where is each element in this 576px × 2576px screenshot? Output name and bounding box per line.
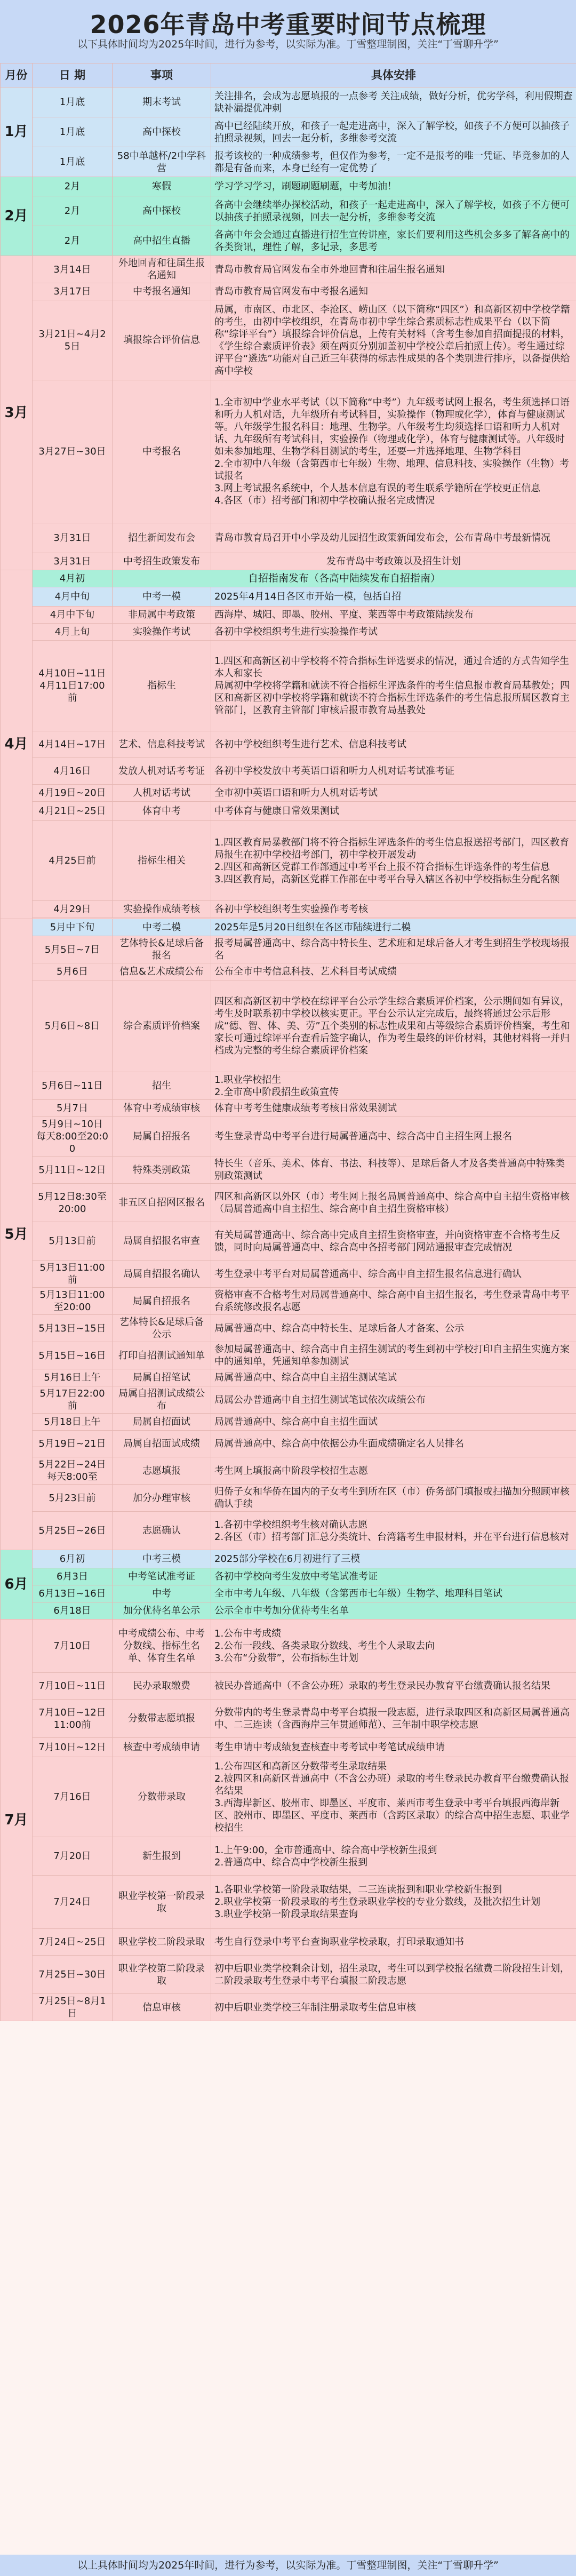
- detail-cell: 归侨子女和华侨在国内的子女考生到所在区（市）侨务部门填报或扫描加分照顾审核确认手续: [211, 1485, 576, 1512]
- date-cell: 7月25日~8月1日: [33, 1994, 113, 2021]
- date-cell: 4月29日: [33, 901, 113, 918]
- title-banner: [0, 0, 576, 63]
- event-cell: 分数带志愿填报: [113, 1700, 211, 1738]
- table-row: [1, 919, 576, 936]
- detail-cell: 青岛市教育局召开中小学及幼儿园招生政策新闻发布会，公布青岛中考最新情况: [211, 523, 576, 553]
- event-cell: 非五区自招网区报名: [113, 1184, 211, 1222]
- table-row: [1, 1620, 576, 1673]
- event-cell: 招生: [113, 1072, 211, 1100]
- detail-cell: 发布青岛中考政策以及招生计划: [211, 553, 576, 570]
- event-cell: 信息&艺术成绩公布: [113, 963, 211, 980]
- table-row: [1, 936, 576, 963]
- date-cell: 3月14日: [33, 256, 113, 283]
- date-cell: 7月24日: [33, 1876, 113, 1929]
- event-cell: 志愿确认: [113, 1512, 211, 1550]
- table-row: [1, 785, 576, 802]
- month-cell: 6月: [1, 1550, 33, 1620]
- date-cell: 7月16日: [33, 1757, 113, 1837]
- table-row: [1, 196, 576, 226]
- event-cell: 艺体特长&足球后备公示: [113, 1315, 211, 1342]
- date-cell: 5月9日~10日 每天8:00至20:00: [33, 1117, 113, 1157]
- event-cell: 外地回青和往届生报名通知: [113, 256, 211, 283]
- date-cell: 4月中旬: [33, 587, 113, 607]
- event-cell: 发放人机对话考考证: [113, 758, 211, 785]
- table-row: [1, 1157, 576, 1184]
- table-row: [1, 1386, 576, 1414]
- event-cell: 志愿填报: [113, 1457, 211, 1485]
- table-row: [1, 731, 576, 758]
- event-cell: 指标生相关: [113, 821, 211, 901]
- table-row: [1, 553, 576, 570]
- event-cell: 高中招生直播: [113, 226, 211, 256]
- date-cell: 6月13日~16日: [33, 1585, 113, 1602]
- month-cell: 2月: [1, 177, 33, 256]
- table-row: [1, 1457, 576, 1485]
- table-row: [1, 87, 576, 117]
- event-cell: 中考: [113, 1585, 211, 1602]
- detail-cell: 考生登录中考平台对局属普通高中、综合高中自主招生报名信息进行确认: [211, 1261, 576, 1288]
- event-cell: 非局属中考政策: [113, 607, 211, 624]
- date-cell: 2月: [33, 177, 113, 196]
- date-cell: 2月: [33, 196, 113, 226]
- event-cell: 打印自招测试通知单: [113, 1342, 211, 1369]
- event-cell: 中考三模: [113, 1550, 211, 1568]
- date-cell: 5月7日: [33, 1100, 113, 1117]
- detail-cell: 四区和高新区初中学校在综评平台公示学生综合素质评价档案，公示期间如有异议，考生及时联系初中学校以核实更正。平台公示认定完成后，最终将通过公示后形成“德、智、体、美、劳”五个类别的标志性成果和占等级综合素质评价档案，考生和家长可通过综评平台查看后签字确认，作为考生最终的评价材料，其他材料将一并归档成为完整的考生综合素质评价档案: [211, 980, 576, 1072]
- detail-cell: 2025年是5月20日组织在各区市陆续进行二模: [211, 919, 576, 936]
- event-cell: 特殊类别政策: [113, 1157, 211, 1184]
- table-row: [1, 1876, 576, 1929]
- detail-cell: 1.职业学校招生 2.全市高中阶段招生政策宣传: [211, 1072, 576, 1100]
- detail-cell: 1.全市初中学业水平考试（以下简称“中考”）九年级考试网上报名，考生须选择口语和听力人机对话，九年级所有考试科目，实验操作（物理或化学），体育与健康测试等。八年级学生报名科目：地理、生物学。八年级考生均须选择口语和听力人机对话、九年级所有考试科目，实验操作（物理或化学），体育与健康测试等。八年级时如未参加地理、生物学科目测试的考生，还要一并选择地理、生物学科目 2.全市初中八年级（含第西市七年级）生物、地理、信息科技、实验操作（生物）考试报名 3.网上考试报名系统中，个人基本信息有误的考生联系学籍所在学校更正信息 4.各区（市）招考部门和初中学校确认报名完成情况: [211, 380, 576, 523]
- col-header-month: 月份: [1, 63, 33, 87]
- date-cell: 4月上旬: [33, 624, 113, 641]
- date-cell: 4月10日~11日 4月11日17:00前: [33, 641, 113, 731]
- table-row: [1, 1512, 576, 1550]
- table-row: [1, 1342, 576, 1369]
- table-row: [1, 523, 576, 553]
- detail-cell: 1.公布四区和高新区分数带考生录取结果 2.被四区和高新区普通高中（不含公办班）录取的考生登录民办教育平台缴费确认报名结果 3.西海岸新区、胶州市、即墨区、平度市、莱西市考生登录中考平台填报西海岸新区、胶州市、即墨区、平度市、莱西市（含跨区录取）的综合高中招生志愿、职业学校招生: [211, 1757, 576, 1837]
- event-cell: 新生报到: [113, 1837, 211, 1876]
- table-row: [1, 901, 576, 918]
- footer-note: 以上具体时间均为2025年时间，进行为参考，以实际为准。丁雪整理制图，关注“丁雪聊升学”: [0, 2555, 576, 2576]
- detail-cell: 各高中会继续举办探校活动，和孩子一起走进高中，深入了解学校，如孩子不方便可以抽孩子拍照录视频，回去一起分析，多维参考交流: [211, 196, 576, 226]
- date-cell: 4月25日前: [33, 821, 113, 901]
- detail-cell: 全市初中英语口语和听力人机对话考试: [211, 785, 576, 802]
- date-cell: 1月底: [33, 117, 113, 147]
- event-cell: 高中探校: [113, 117, 211, 147]
- table-row: [1, 1184, 576, 1222]
- date-cell: 7月24日~25日: [33, 1929, 113, 1956]
- table-row: [1, 1117, 576, 1157]
- table-row: [1, 1568, 576, 1585]
- date-cell: 2月: [33, 226, 113, 256]
- date-cell: 5月23日前: [33, 1485, 113, 1512]
- detail-cell: 体育中考考生健康成绩考考核日常效果测试: [211, 1100, 576, 1117]
- table-row: [1, 1288, 576, 1315]
- month-cell: 3月: [1, 256, 33, 570]
- detail-cell: 四区和高新区以外区（市）考生网上报名局属普通高中、综合高中自主招生资格审核（局属普通高中自主招生、综合高中自主招生资格审核）: [211, 1184, 576, 1222]
- detail-cell: 参加局属普通高中、综合高中自主招生测试的考生到初中学校打印自主招生实施方案中的通知单，凭通知单参加测试: [211, 1342, 576, 1369]
- detail-cell: 资格审查不合格考生对局属普通高中、综合高中自主招生报名，考生登录青岛中考平台系统修改报名志愿: [211, 1288, 576, 1315]
- table-row: [1, 1261, 576, 1288]
- month-cell: 5月: [1, 919, 33, 1550]
- event-cell: 局属自招报名确认: [113, 1261, 211, 1288]
- date-cell: 4月中下旬: [33, 607, 113, 624]
- table-row: [1, 380, 576, 523]
- table-row: [1, 758, 576, 785]
- date-cell: 5月6日: [33, 963, 113, 980]
- event-cell: 信息审核: [113, 1994, 211, 2021]
- detail-cell: 报考局属普通高中、综合高中特长生、艺术班和足球后备人才考生到招生学校现场报名: [211, 936, 576, 963]
- detail-cell: 1.各初中学校组织考生核对确认志愿 2.各区（市）招考部门汇总分类统计、台湾籍考生申报材料，并在平台进行信息核对: [211, 1512, 576, 1550]
- detail-cell: 局属普通高中、综合高中自主招生测试笔试: [211, 1369, 576, 1386]
- event-cell: 中考笔试准考证: [113, 1568, 211, 1585]
- event-cell: 艺体特长&足球后备报名: [113, 936, 211, 963]
- detail-cell: 高中已经陆续开放，和孩子一起走进高中，深入了解学校，如孩子不方便可以抽孩子拍照录视频，回去一起分析，多维参考交流: [211, 117, 576, 147]
- table-row: [1, 587, 576, 607]
- table-row: [1, 1485, 576, 1512]
- table-row: [1, 802, 576, 821]
- table-row: [1, 1757, 576, 1837]
- table-row: [1, 1414, 576, 1431]
- table-row: [1, 300, 576, 380]
- detail-cell: 局属普通高中、综合高中特长生、足球后备人才备案、公示: [211, 1315, 576, 1342]
- event-cell: 填报综合评价信息: [113, 300, 211, 380]
- event-cell: 局属自招报名: [113, 1288, 211, 1315]
- table-row: [1, 256, 576, 283]
- date-cell: 5月6日~8日: [33, 980, 113, 1072]
- date-cell: 5月11日~12日: [33, 1157, 113, 1184]
- date-cell: 4月初: [33, 570, 113, 587]
- event-cell: 职业学校第一阶段录取: [113, 1876, 211, 1929]
- date-cell: 4月19日~20日: [33, 785, 113, 802]
- page-title: 2026年青岛中考重要时间节点梳理: [90, 10, 486, 39]
- detail-cell: 自招指南发布（各高中陆续发布自招指南）: [113, 570, 576, 587]
- event-cell: 局属自招报名: [113, 1117, 211, 1157]
- table-row: [1, 624, 576, 641]
- event-cell: 中考报名: [113, 380, 211, 523]
- detail-cell: 公示全市中考加分优待考生名单: [211, 1602, 576, 1620]
- month-cell: 1月: [1, 87, 33, 177]
- event-cell: 中考二模: [113, 919, 211, 936]
- detail-cell: 各初中学校组织考生进行实验操作考试: [211, 624, 576, 641]
- date-cell: 7月10日~12日 11:00前: [33, 1700, 113, 1738]
- table-row: [1, 1100, 576, 1117]
- detail-cell: 考生登录青岛中考平台进行局属普通高中、综合高中自主招生网上报名: [211, 1117, 576, 1157]
- table-row: [1, 607, 576, 624]
- date-cell: 7月20日: [33, 1837, 113, 1876]
- date-cell: 5月16日上午: [33, 1369, 113, 1386]
- detail-cell: 2025年4月14日各区市开始一模，包括自招: [211, 587, 576, 607]
- col-header-date: 日 期: [33, 63, 113, 87]
- detail-cell: 西海岸、城阳、即墨、胶州、平度、莱西等中考政策陆续发布: [211, 607, 576, 624]
- event-cell: 高中探校: [113, 196, 211, 226]
- detail-cell: 关注排名，会成为志愿填报的一点参考 关注成绩，做好分析，优劣学科，利用假期查缺补漏提优冲刺: [211, 87, 576, 117]
- table-row: [1, 963, 576, 980]
- event-cell: 期末考试: [113, 87, 211, 117]
- date-cell: 1月底: [33, 87, 113, 117]
- detail-cell: 分数带内的考生登录青岛中考平台填报一段志愿，进行录取四区和高新区局属普通高中、二三连读（含西海岸三年贯通师范）、三年制中职学校志愿: [211, 1700, 576, 1738]
- date-cell: 6月3日: [33, 1568, 113, 1585]
- date-cell: 3月31日: [33, 523, 113, 553]
- detail-cell: 考生自行登录中考平台查询职业学校录取，打印录取通知书: [211, 1929, 576, 1956]
- date-cell: 5月22日~24日 每天8:00至: [33, 1457, 113, 1485]
- table-row: [1, 1431, 576, 1457]
- table-row: [1, 147, 576, 177]
- event-cell: 局属自招面试成绩: [113, 1431, 211, 1457]
- date-cell: 5月25日~26日: [33, 1512, 113, 1550]
- detail-cell: 特长生（音乐、美术、体育、书法、科技等）、足球后备人才及各类普通高中特殊类别政策测试: [211, 1157, 576, 1184]
- date-cell: 3月21日~4月25日: [33, 300, 113, 380]
- event-cell: 体育中考: [113, 802, 211, 821]
- event-cell: 核查中考成绩申请: [113, 1738, 211, 1757]
- event-cell: 加分办理审核: [113, 1485, 211, 1512]
- page-subtitle: 以下具体时间均为2025年时间，进行为参考，以实际为准。丁雪整理制图，关注“丁雪聊升学”: [77, 38, 499, 50]
- detail-cell: 各初中学校组织考生进行艺术、信息科技考试: [211, 731, 576, 758]
- date-cell: 5月5日~7日: [33, 936, 113, 963]
- table-row: [1, 980, 576, 1072]
- date-cell: 5月13日~15日: [33, 1315, 113, 1342]
- table-row: [1, 1602, 576, 1620]
- col-header-event: 事项: [113, 63, 211, 87]
- event-cell: 中考招生政策发布: [113, 553, 211, 570]
- detail-cell: 被民办普通高中（不含公办班）录取的考生登录民办教育平台缴费确认报名结果: [211, 1673, 576, 1700]
- date-cell: 3月31日: [33, 553, 113, 570]
- detail-cell: 考生网上填报高中阶段学校招生志愿: [211, 1457, 576, 1485]
- event-cell: 艺术、信息科技考试: [113, 731, 211, 758]
- event-cell: 人机对话考试: [113, 785, 211, 802]
- date-cell: 5月15日~16日: [33, 1342, 113, 1369]
- detail-cell: 报考该校的一种成绩参考，但仅作为参考，一定不是报考的唯一凭证、毕竟参加的人都是有备而来，本身已经有一定优势了: [211, 147, 576, 177]
- detail-cell: 青岛市教育局官网发布全市外地回青和往届生报名通知: [211, 256, 576, 283]
- event-cell: 职业学校二阶段录取: [113, 1929, 211, 1956]
- detail-cell: 考生申请中考成绩复查核查中考考试中考笔试成绩申请: [211, 1738, 576, 1757]
- date-cell: 1月底: [33, 147, 113, 177]
- date-cell: 4月21日~25日: [33, 802, 113, 821]
- table-row: [1, 1222, 576, 1261]
- event-cell: 中考成绩公布、中考分数线、指标生名单、体育生名单: [113, 1620, 211, 1673]
- date-cell: 7月25日~30日: [33, 1956, 113, 1994]
- event-cell: 招生新闻发布会: [113, 523, 211, 553]
- timeline-table: [0, 63, 576, 2021]
- table-row: [1, 1369, 576, 1386]
- table-row: [1, 1956, 576, 1994]
- table-row: [1, 641, 576, 731]
- event-cell: 局属自招测试成绩公布: [113, 1386, 211, 1414]
- date-cell: 7月10日~11日: [33, 1673, 113, 1700]
- date-cell: 5月13日11:00前: [33, 1261, 113, 1288]
- detail-cell: 各初中学校发放中考英语口语和听力人机对话考试准考证: [211, 758, 576, 785]
- table-row: [1, 226, 576, 256]
- detail-cell: 各高中年会会通过直播进行招生宣传讲座，家长们要利用这些机会多多了解各高中的各类资讯，理性了解，多记录，多思考: [211, 226, 576, 256]
- event-cell: 实验操作成绩考核: [113, 901, 211, 918]
- event-cell: 民办录取缴费: [113, 1673, 211, 1700]
- table-row: [1, 117, 576, 147]
- event-cell: 实验操作考试: [113, 624, 211, 641]
- detail-cell: 学习学习学习，刷题刷题刷题，中考加油！: [211, 177, 576, 196]
- table-row: [1, 1929, 576, 1956]
- table-row: [1, 1673, 576, 1700]
- table-row: [1, 570, 576, 587]
- month-cell: 4月: [1, 570, 33, 919]
- table-row: [1, 1315, 576, 1342]
- detail-cell: 初中后职业类学校剩余计划，招生录取，考生可以到学校报名缴费二阶段招生计划，二阶段录取考生登录中考平台填报二阶段志愿: [211, 1956, 576, 1994]
- date-cell: 5月19日~21日: [33, 1431, 113, 1457]
- event-cell: 加分优待名单公示: [113, 1602, 211, 1620]
- date-cell: 6月初: [33, 1550, 113, 1568]
- date-cell: 6月18日: [33, 1602, 113, 1620]
- detail-cell: 1.四区教育局暴教部门将不符合指标生评选条件的考生信息报送招考部门，四区教育局报生在初中学校招考部门，初中学校开展发动 2.四区和高新区党群工作部通过中考平台上报不符合指标生评选条件的考生信息 3.四区教育局，高新区党群工作部在中考平台导入辖区各初中学校指标生分配名额: [211, 821, 576, 901]
- date-cell: 5月13日前: [33, 1222, 113, 1261]
- event-cell: 综合素质评价档案: [113, 980, 211, 1072]
- date-cell: 5月17日22:00前: [33, 1386, 113, 1414]
- detail-cell: 局属普通高中、综合高中依据公办生面成绩确定名人员排名: [211, 1431, 576, 1457]
- detail-cell: 有关局属普通高中、综合高中完成自主招生资格审查，并向资格审查不合格考生反馈，同时向局属普通高中、综合高中各招考部门网站通报审查完成情况: [211, 1222, 576, 1261]
- event-cell: 寒假: [113, 177, 211, 196]
- date-cell: 4月16日: [33, 758, 113, 785]
- event-cell: 体育中考成绩审核: [113, 1100, 211, 1117]
- date-cell: 3月27日~30日: [33, 380, 113, 523]
- detail-cell: 全市中考九年级、八年级（含第西市七年级）生物学、地理科目笔试: [211, 1585, 576, 1602]
- event-cell: 中考一模: [113, 587, 211, 607]
- table-row: [1, 1738, 576, 1757]
- event-cell: 分数带录取: [113, 1757, 211, 1837]
- detail-cell: 公布全市中考信息科技、艺术科目考试成绩: [211, 963, 576, 980]
- event-cell: 中考报名通知: [113, 283, 211, 300]
- detail-cell: 局属普通高中、综合高中自主招生面试: [211, 1414, 576, 1431]
- month-cell: 7月: [1, 1620, 33, 2021]
- detail-cell: 初中后职业类学校三年制注册录取考生信息审核: [211, 1994, 576, 2021]
- date-cell: 7月10日~12日: [33, 1738, 113, 1757]
- detail-cell: 1.各职业学校第一阶段录取结果，二三连读报到和职业学校新生报到 2.职业学校第一阶段录取的考生登录职业学校的专业分数线，及批次招生计划 3.职业学校第一阶段录取结果查询: [211, 1876, 576, 1929]
- detail-cell: 青岛市教育局官网发布中考报名通知: [211, 283, 576, 300]
- table-row: [1, 1072, 576, 1100]
- date-cell: 5月12日8:30至20:00: [33, 1184, 113, 1222]
- date-cell: 5月中下旬: [33, 919, 113, 936]
- event-cell: 局属自招报名审查: [113, 1222, 211, 1261]
- table-row: [1, 1550, 576, 1568]
- table-row: [1, 821, 576, 901]
- event-cell: 职业学校第二阶段录取: [113, 1956, 211, 1994]
- table-row: [1, 177, 576, 196]
- event-cell: 局属自招面试: [113, 1414, 211, 1431]
- date-cell: 7月10日: [33, 1620, 113, 1673]
- date-cell: 3月17日: [33, 283, 113, 300]
- event-cell: 指标生: [113, 641, 211, 731]
- date-cell: 5月18日上午: [33, 1414, 113, 1431]
- detail-cell: 2025部分学校在6月初进行了三模: [211, 1550, 576, 1568]
- date-cell: 5月6日~11日: [33, 1072, 113, 1100]
- detail-cell: 局属公办普通高中自主招生测试笔试依次成绩公布: [211, 1386, 576, 1414]
- detail-cell: 1.上午9:00，全市普通高中、综合高中学校新生报到 2.普通高中、综合高中学校新生报到: [211, 1837, 576, 1876]
- table-row: [1, 1585, 576, 1602]
- detail-cell: 各初中学校向考生发放中考笔试准考证: [211, 1568, 576, 1585]
- date-cell: 4月14日~17日: [33, 731, 113, 758]
- table-row: [1, 1700, 576, 1738]
- col-header-detail: 具体安排: [211, 63, 576, 87]
- detail-cell: 1.公布中考成绩 2.公布一段线、各类录取分数线、考生个人录取去向 3.公布“分数带”，公布指标生计划: [211, 1620, 576, 1673]
- detail-cell: 中考体育与健康日常效果测试: [211, 802, 576, 821]
- table-row: [1, 1994, 576, 2021]
- detail-cell: 1.四区和高新区初中学校将不符合指标生评选要求的情况，通过合适的方式告知学生本人和家长 局属初中学校将学籍和就读不符合指标生评选条件的考生信息报市教育局基教处；四区和高新区初中学校将学籍和就读不符合指标生评选条件的考生信息报所属区教育主管部门，区教育主管部门审核后报市教育局基教处: [211, 641, 576, 731]
- detail-cell: 各初中学校组织考生实验操作考考核: [211, 901, 576, 918]
- event-cell: 局属自招笔试: [113, 1369, 211, 1386]
- table-row: [1, 283, 576, 300]
- detail-cell: 局属，市南区、市北区、李沧区、崂山区（以下简称“四区”）和高新区初中学校学籍的考生，由初中学校组织，在青岛市初中学生综合素质标志性成果平台（以下简称“综评平台”）填报综合评价信息，上传有关材料（含考生参加自招面提报的材料，《学生综合素质评价表》须在两页分别加盖初中学校公章后拍照上传）。考生通过综评平台“遴选”功能对自己近三年获得的标志性成果的各个类别进行排序，以备提供给高中学校: [211, 300, 576, 380]
- event-cell: 58中单越杯/2中学科营: [113, 147, 211, 177]
- date-cell: 5月13日11:00至20:00: [33, 1288, 113, 1315]
- table-row: [1, 1837, 576, 1876]
